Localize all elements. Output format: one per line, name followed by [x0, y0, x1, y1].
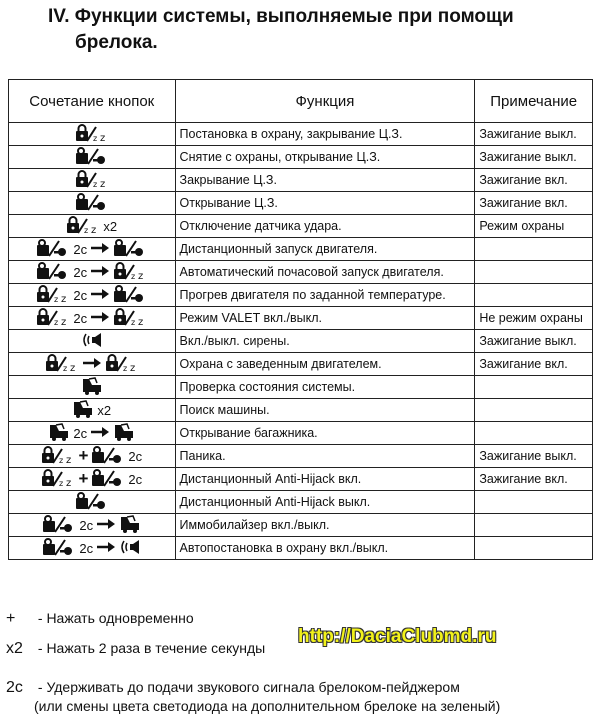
button-combination: [9, 422, 176, 445]
legend-simultaneous: [6, 610, 194, 628]
unlock-key-icon: [36, 262, 70, 283]
function-cell: Прогрев двигателя по заданной температуре.: [175, 284, 475, 307]
note-cell: Не режим охраны: [475, 307, 593, 330]
table-row: [9, 491, 593, 514]
lock-z-icon: [75, 170, 109, 191]
svg-text:z: z: [92, 133, 97, 142]
arrow-right-icon: [90, 265, 110, 280]
trunk-car-icon: [81, 377, 103, 398]
note-cell: [475, 376, 593, 399]
lock-z-icon: [113, 308, 147, 329]
button-combination: [9, 468, 176, 491]
table-row: [9, 514, 593, 537]
svg-text:z: z: [54, 317, 59, 326]
button-combination: [9, 491, 176, 514]
functions-table: [8, 79, 593, 560]
unlock-key-icon: [113, 285, 147, 306]
note-cell: [475, 284, 593, 307]
table-row: [9, 399, 593, 422]
table-row: [9, 192, 593, 215]
svg-text:z: z: [62, 363, 67, 372]
button-combination: [9, 537, 176, 560]
siren-speaker-icon: [119, 538, 141, 559]
svg-text:z: z: [59, 478, 64, 487]
lock-z-icon: [36, 285, 70, 306]
note-cell: [475, 238, 593, 261]
note-cell: [475, 491, 593, 514]
button-combination: [9, 261, 176, 284]
function-cell: Автопостановка в охрану вкл./выкл.: [175, 537, 475, 560]
table-row: [9, 445, 593, 468]
svg-text:z: z: [99, 178, 106, 188]
note-cell: Зажигание выкл.: [475, 445, 593, 468]
function-cell: Автоматический почасовой запуск двигателя.: [175, 261, 475, 284]
svg-text:z: z: [138, 316, 144, 326]
unlock-key-icon: [42, 538, 76, 559]
function-cell: Постановка в охрану, закрывание Ц.З.: [175, 123, 475, 146]
title-line-2: брелока.: [75, 32, 158, 53]
button-combination: [9, 445, 176, 468]
note-cell: Зажигание вкл.: [475, 192, 593, 215]
table-row: [9, 537, 593, 560]
svg-text:z: z: [131, 317, 136, 326]
note-cell: [475, 537, 593, 560]
lock-z-icon: [66, 216, 100, 237]
svg-text:z: z: [84, 225, 89, 234]
unlock-key-icon: [91, 446, 125, 467]
svg-text:z: z: [66, 477, 72, 487]
times-two-label: x2: [103, 218, 118, 234]
note-cell: Режим охраны: [475, 215, 593, 238]
hold-two-seconds-label: 2c: [73, 241, 88, 257]
table-row: [9, 307, 593, 330]
unlock-key-icon: [42, 515, 76, 536]
arrow-right-icon: [96, 518, 116, 533]
lock-z-icon: [45, 354, 79, 375]
unlock-key-icon: [75, 193, 109, 214]
button-combination: [9, 284, 176, 307]
function-cell: Поиск машины.: [175, 399, 475, 422]
function-cell: Закрывание Ц.З.: [175, 169, 475, 192]
legend-symbol: 2c: [6, 679, 23, 696]
svg-text:z: z: [131, 271, 136, 280]
table-row: [9, 284, 593, 307]
function-cell: Открывание багажника.: [175, 422, 475, 445]
hold-two-seconds-label: 2c: [128, 471, 143, 487]
table-header-row: [9, 80, 593, 123]
note-cell: Зажигание вкл.: [475, 353, 593, 376]
trunk-car-icon: [48, 423, 70, 444]
lock-z-icon: [113, 262, 147, 283]
arrow-right-icon: [90, 242, 110, 257]
table-row: [9, 353, 593, 376]
legend-text: - Нажать одновременно: [37, 610, 194, 626]
note-cell: [475, 261, 593, 284]
arrow-right-icon: [82, 357, 102, 372]
hold-two-seconds-label: 2c: [73, 425, 88, 441]
legend-text-continued: (или смены цвета светодиода на дополнительном брелоке на зеленый): [34, 698, 501, 714]
svg-text:z: z: [99, 132, 106, 142]
function-cell: Дистанционный Anti-Hijack вкл.: [175, 468, 475, 491]
svg-text:z: z: [122, 363, 127, 372]
button-combination: [9, 399, 176, 422]
hold-two-seconds-label: 2c: [79, 540, 94, 556]
function-cell: Иммобилайзер вкл./выкл.: [175, 514, 475, 537]
function-cell: Проверка состояния системы.: [175, 376, 475, 399]
arrow-right-icon: [90, 288, 110, 303]
note-cell: Зажигание вкл.: [475, 468, 593, 491]
lock-z-icon: [41, 446, 75, 467]
svg-text:z: z: [61, 293, 67, 303]
button-combination: [9, 330, 176, 353]
trunk-car-icon: [113, 423, 135, 444]
button-combination: [9, 238, 176, 261]
title-line-1: IV. Функции системы, выполняемые при помощи: [48, 6, 514, 27]
hold-two-seconds-label: 2c: [73, 287, 88, 303]
header-function: Функция: [175, 80, 475, 123]
svg-text:z: z: [138, 270, 144, 280]
svg-text:z: z: [92, 179, 97, 188]
table-row: [9, 330, 593, 353]
button-combination: [9, 376, 176, 399]
function-cell: Снятие с охраны, открывание Ц.З.: [175, 146, 475, 169]
table-row: [9, 468, 593, 491]
header-note: Примечание: [475, 80, 593, 123]
legend-symbol: x2: [6, 640, 23, 657]
plus-sign: +: [78, 446, 89, 465]
button-combination: [9, 353, 176, 376]
table-row: [9, 261, 593, 284]
note-cell: Зажигание выкл.: [475, 123, 593, 146]
note-cell: Зажигание вкл.: [475, 169, 593, 192]
button-combination: [9, 169, 176, 192]
button-combination: [9, 307, 176, 330]
table-row: [9, 146, 593, 169]
section-title: [48, 4, 514, 56]
svg-text:z: z: [54, 294, 59, 303]
lock-z-icon: [105, 354, 139, 375]
function-cell: Открывание Ц.З.: [175, 192, 475, 215]
note-cell: Зажигание выкл.: [475, 146, 593, 169]
hold-two-seconds-label: 2c: [79, 517, 94, 533]
unlock-key-icon: [75, 492, 109, 513]
note-cell: [475, 399, 593, 422]
table-row: [9, 376, 593, 399]
svg-text:z: z: [129, 362, 136, 372]
table-row: [9, 422, 593, 445]
plus-sign: +: [78, 469, 89, 488]
button-combination: [9, 514, 176, 537]
button-combination: [9, 123, 176, 146]
arrow-right-icon: [96, 541, 116, 556]
table-row: [9, 169, 593, 192]
button-combination: [9, 192, 176, 215]
arrow-right-icon: [90, 426, 110, 441]
legend-symbol: +: [6, 610, 16, 627]
watermark-url: http://DaciaClubmd.ru: [298, 626, 497, 647]
lock-z-icon: [41, 469, 75, 490]
note-cell: [475, 422, 593, 445]
unlock-key-icon: [113, 239, 147, 260]
table-row: [9, 123, 593, 146]
legend-text: - Нажать 2 раза в течение секунды: [37, 640, 266, 656]
unlock-key-icon: [91, 469, 125, 490]
note-cell: [475, 514, 593, 537]
trunk-car-icon: [72, 400, 94, 421]
hold-two-seconds-label: 2c: [73, 264, 88, 280]
svg-text:z: z: [59, 455, 64, 464]
unlock-key-icon: [75, 147, 109, 168]
unlock-key-icon: [36, 239, 70, 260]
lock-z-icon: [36, 308, 70, 329]
svg-text:z: z: [61, 316, 67, 326]
svg-text:z: z: [66, 454, 72, 464]
header-combo: Сочетание кнопок: [9, 80, 176, 123]
legend-text: - Удерживать до подачи звукового сигнала брелоком-пейджером: [37, 679, 460, 695]
function-cell: Вкл./выкл. сирены.: [175, 330, 475, 353]
function-cell: Отключение датчика удара.: [175, 215, 475, 238]
legend-double-press: [6, 640, 265, 658]
svg-text:z: z: [69, 362, 76, 372]
siren-speaker-icon: [81, 331, 103, 352]
trunk-car-icon: [119, 515, 141, 536]
function-cell: Режим VALET вкл./выкл.: [175, 307, 475, 330]
arrow-right-icon: [90, 311, 110, 326]
table-row: [9, 238, 593, 261]
button-combination: [9, 146, 176, 169]
button-combination: [9, 215, 176, 238]
times-two-label: x2: [97, 402, 112, 418]
function-cell: Дистанционный запуск двигателя.: [175, 238, 475, 261]
hold-two-seconds-label: 2c: [73, 310, 88, 326]
legend-hold: [6, 678, 500, 715]
function-cell: Охрана с заведенным двигателем.: [175, 353, 475, 376]
hold-two-seconds-label: 2c: [128, 448, 143, 464]
svg-text:z: z: [91, 224, 97, 234]
table-row: [9, 215, 593, 238]
function-cell: Паника.: [175, 445, 475, 468]
note-cell: Зажигание выкл.: [475, 330, 593, 353]
lock-z-icon: [75, 124, 109, 145]
function-cell: Дистанционный Anti-Hijack выкл.: [175, 491, 475, 514]
